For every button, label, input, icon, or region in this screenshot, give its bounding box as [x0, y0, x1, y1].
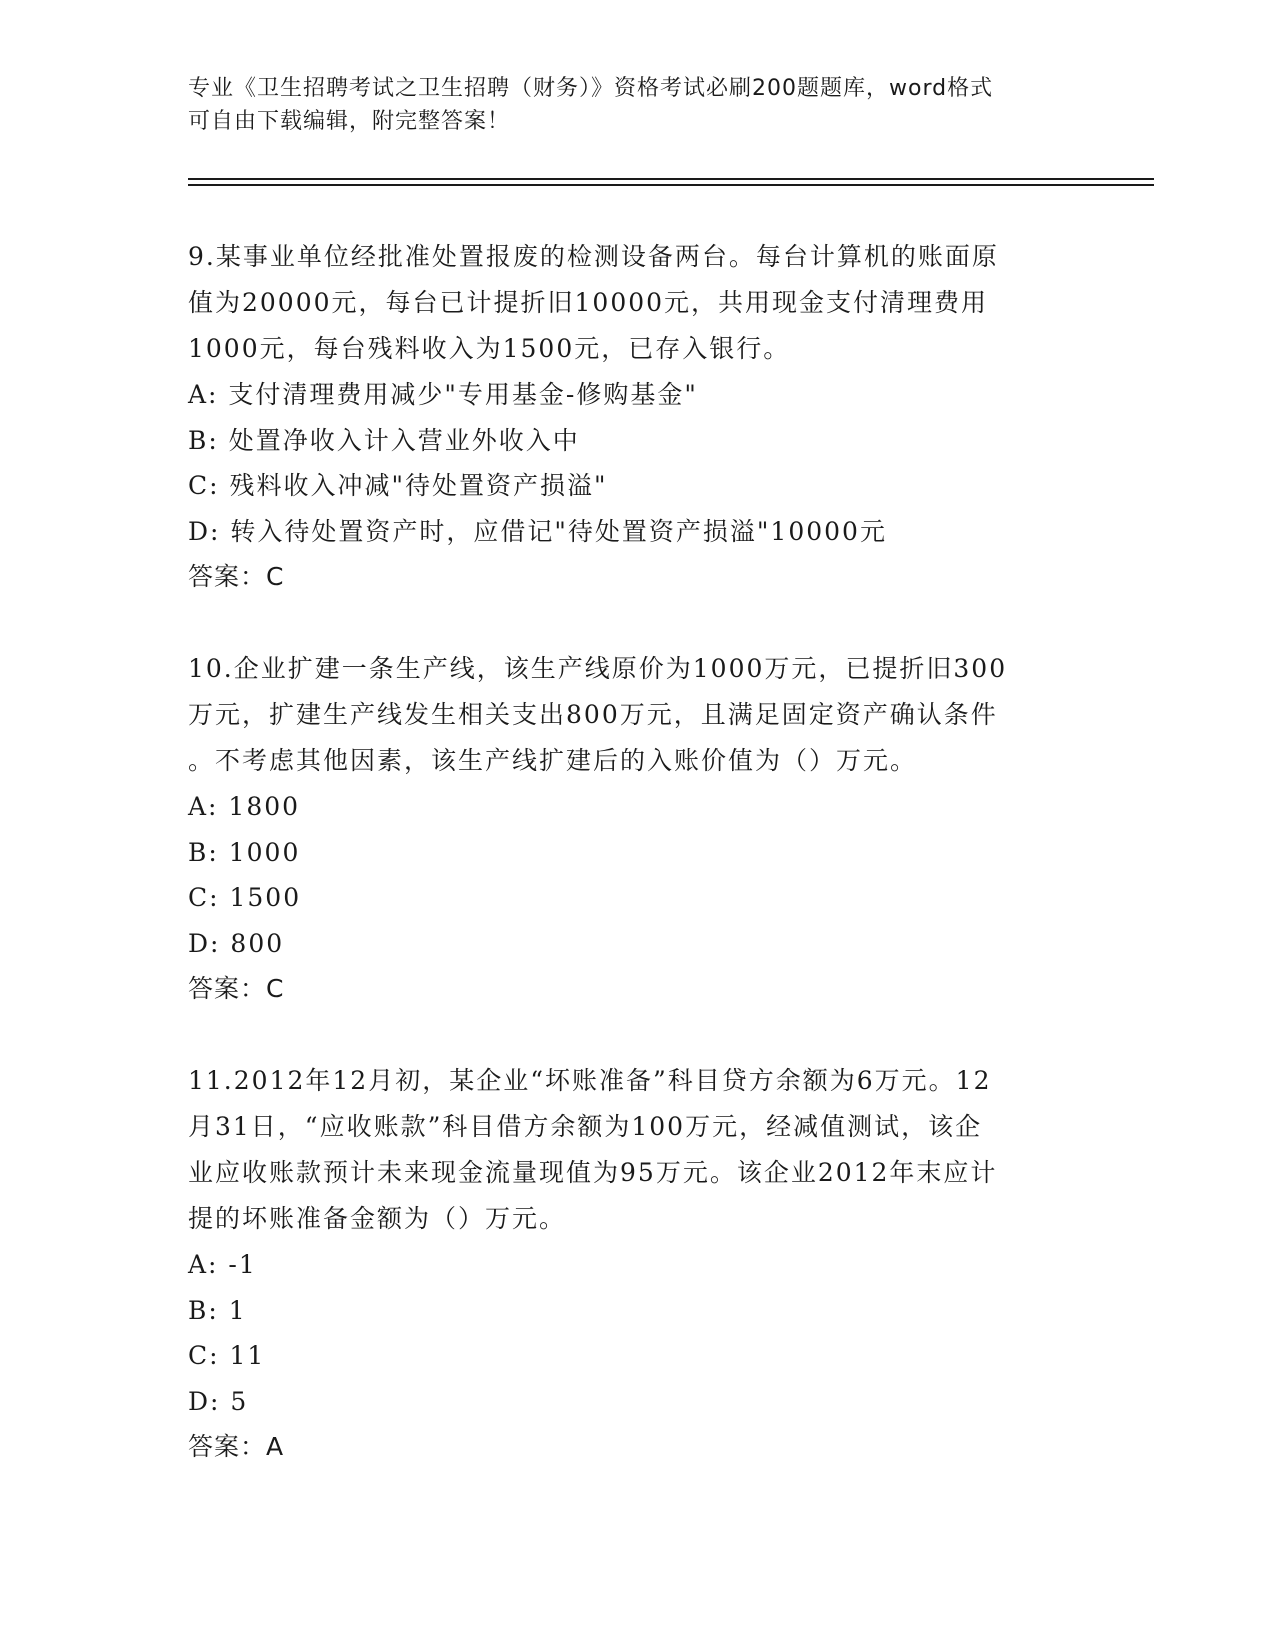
header-divider-bottom — [188, 184, 1154, 186]
question-text-line: 11.2012年12月初，某企业“坏账准备”科目贷方余额为6万元。12 — [188, 1066, 992, 1095]
option-d: D: 800 — [188, 928, 285, 958]
question-9 — [188, 234, 1078, 600]
question-text-line: 1000元，每台残料收入为1500元，已存入银行。 — [188, 334, 791, 363]
question-text-line: 。不考虑其他因素，该生产线扩建后的入账价值为（）万元。 — [188, 746, 918, 775]
question-text-line: 10.企业扩建一条生产线，该生产线原价为1000万元，已提折旧300 — [188, 654, 1008, 683]
option-c: C: 11 — [188, 1341, 266, 1370]
option-b: B: 处置净收入计入营业外收入中 — [188, 425, 580, 455]
question-text-line: 值为20000元，每台已计提折旧10000元，共用现金支付清理费用 — [188, 288, 989, 317]
question-text-line: 万元，扩建生产线发生相关支出800万元，且满足固定资产确认条件 — [188, 700, 998, 729]
option-a: A: -1 — [188, 1250, 257, 1279]
option-c: C: 1500 — [188, 883, 302, 912]
question-10 — [188, 646, 1078, 1012]
question-text-line: 提的坏账准备金额为（）万元。 — [188, 1204, 567, 1233]
option-a: A: 1800 — [188, 792, 301, 821]
header-line-2: 可自由下载编辑，附完整答案！ — [188, 109, 511, 134]
answer-line: 答案：A — [188, 1432, 285, 1461]
question-text-line: 月31日，“应收账款”科目借方余额为100万元，经减值测试，该企 — [188, 1112, 983, 1141]
answer-line: 答案：C — [188, 974, 285, 1003]
option-a: A: 支付清理费用减少"专用基金-修购基金" — [188, 380, 698, 409]
question-text-line: 9.某事业单位经批准处置报废的检测设备两台。每台计算机的账面原 — [188, 242, 999, 271]
document-header — [188, 72, 1068, 138]
answer-line: 答案：C — [188, 562, 285, 591]
option-d: D: 转入待处置资产时，应借记"待处置资产损溢"10000元 — [188, 516, 887, 546]
option-d: D: 5 — [188, 1386, 249, 1416]
question-11 — [188, 1058, 1078, 1470]
option-c: C: 残料收入冲减"待处置资产损溢" — [188, 471, 608, 500]
header-line-1: 专业《卫生招聘考试之卫生招聘（财务）》资格考试必刷200题题库，word格式 — [188, 76, 994, 101]
question-text-line: 业应收账款预计未来现金流量现值为95万元。该企业2012年末应计 — [188, 1158, 998, 1187]
option-b: B: 1000 — [188, 837, 301, 867]
header-divider-top — [188, 178, 1154, 180]
option-b: B: 1 — [188, 1295, 247, 1325]
